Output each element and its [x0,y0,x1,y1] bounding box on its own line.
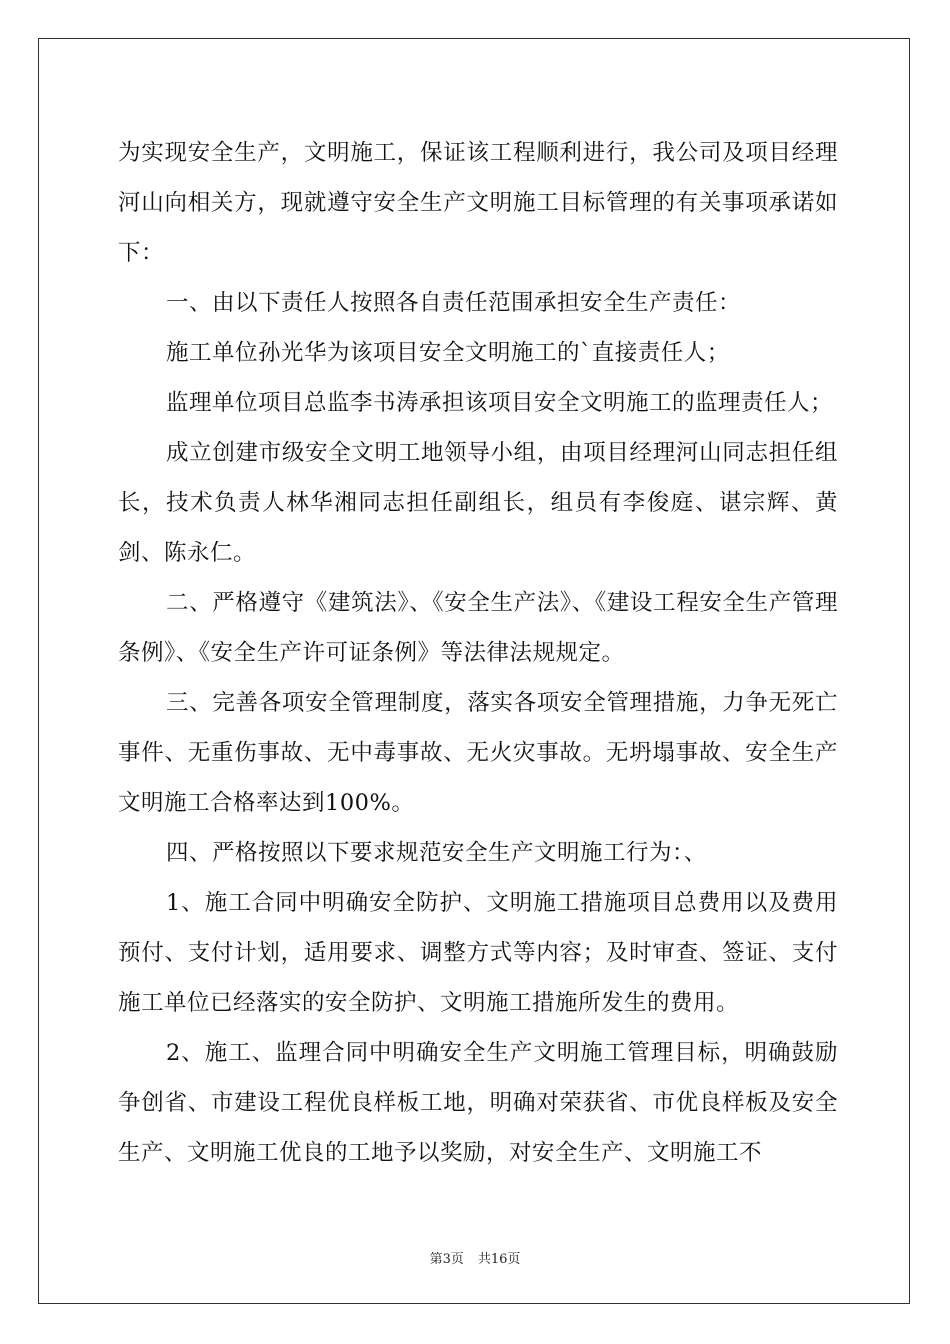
paragraph: 一、由以下责任人按照各自责任范围承担安全生产责任： [166,290,742,316]
page-total: 共16页 [477,1252,521,1267]
paragraph: 监理单位项目总监李书涛承担该项目安全文明施工的监理责任人； [166,390,834,416]
document-body [118,128,838,1178]
paragraph: 三、完善各项安全管理制度，落实各项安全管理措施，力争无死亡事件、无重伤事故、无中毒事故、无火灾事故。无坍塌事故、安全生产文明施工合格率达到100%。 [118,690,838,816]
paragraph: 2、施工、监理合同中明确安全生产文明施工管理目标，明确鼓励争创省、市建设工程优良样板工地，明确对荣获省、市优良样板及安全生产、文明施工优良的工地予以奖励，对安全生产、文明施工不 [118,1040,838,1166]
paragraph: 为实现安全生产，文明施工，保证该工程顺利进行，我公司及项目经理河山向相关方，现就遵守安全生产文明施工目标管理的有关事项承诺如下： [118,140,838,266]
paragraph: 四、严格按照以下要求规范安全生产文明施工行为：、 [166,840,707,866]
paragraph: 成立创建市级安全文明工地领导小组，由项目经理河山同志担任组长，技术负责人林华湘同志担任副组长，组员有李俊庭、谌宗辉、黄剑、陈永仁。 [118,440,838,566]
page-number: 第3页 [429,1252,464,1267]
page-footer [0,1248,950,1267]
paragraph: 二、严格遵守《建筑法》、《安全生产法》、《建设工程安全生产管理条例》、《安全生产许可证条例》等法律法规规定。 [118,590,838,666]
paragraph: 1、施工合同中明确安全防护、文明施工措施项目总费用以及费用预付、支付计划，适用要求、调整方式等内容；及时审查、签证、支付施工单位已经落实的安全防护、文明施工措施所发生的费用。 [118,890,838,1016]
paragraph: 施工单位孙光华为该项目安全文明施工的`直接责任人； [166,340,730,366]
